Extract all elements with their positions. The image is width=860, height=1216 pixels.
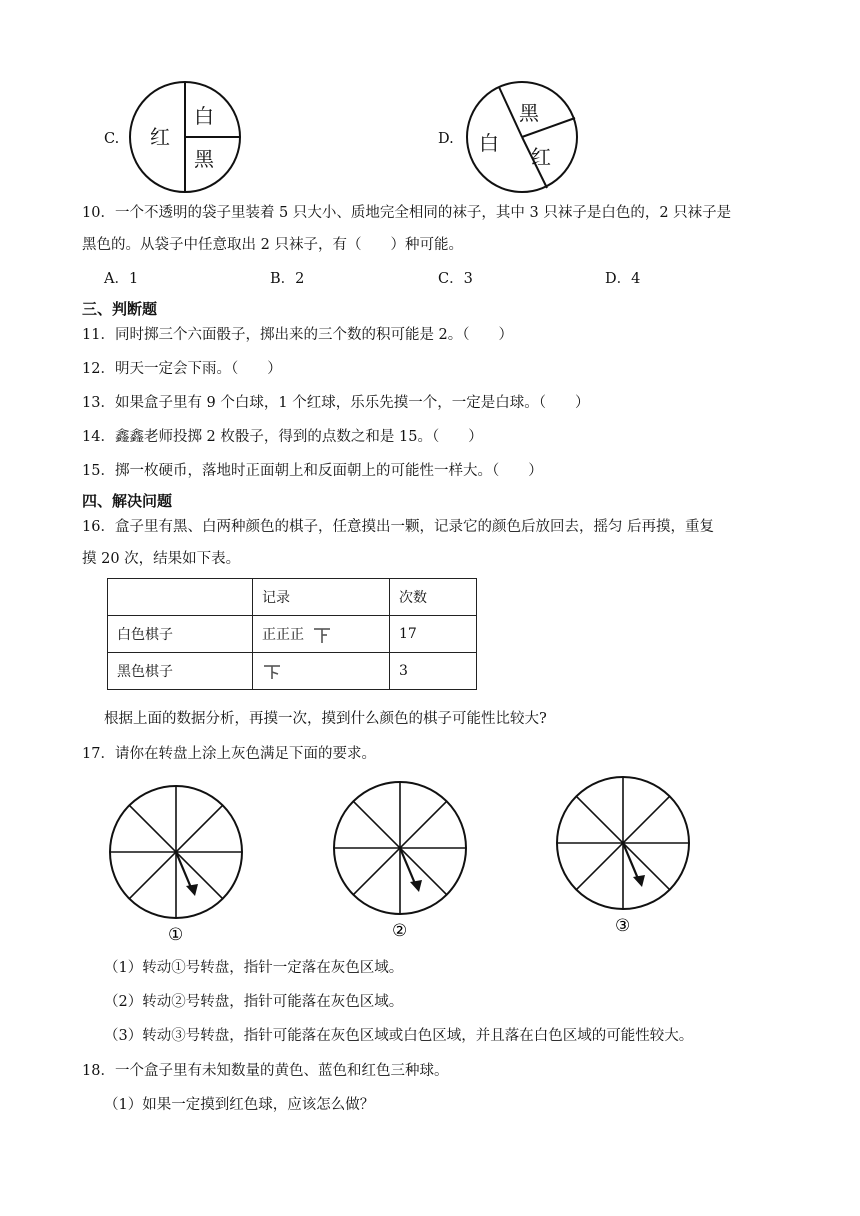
pointer-arrowhead xyxy=(410,880,422,892)
question-15: 15．掷一枚硬币，落地时正面朝上和反面朝上的可能性一样大。（ ） xyxy=(82,463,543,479)
option-d-label: D. xyxy=(438,131,454,147)
pointer-arrowhead xyxy=(186,884,198,896)
question-18-line1: 18．一个盒子里有未知数量的黄色、蓝色和红色三种球。 xyxy=(82,1063,449,1079)
spinner-label: ③ xyxy=(615,916,631,935)
table-cell: 17 xyxy=(390,616,477,653)
tally-partial-mark xyxy=(262,662,282,680)
table-cell xyxy=(253,616,390,653)
table-cell xyxy=(253,653,390,690)
option-d: D．4 xyxy=(605,271,641,287)
sector-red: 红 xyxy=(150,125,170,149)
question-17-sub1: （1）转动①号转盘，指针一定落在灰色区域。 xyxy=(104,960,404,976)
question-13: 13．如果盒子里有 9 个白球，1 个红球，乐乐先摸一个，一定是白球。（ ） xyxy=(82,395,590,411)
option-b: B．2 xyxy=(270,271,305,287)
tally-table xyxy=(107,578,477,690)
question-16-line2: 摸 20 次，结果如下表。 xyxy=(82,551,241,567)
sector-black: 黑 xyxy=(519,101,539,125)
option-a: A．1 xyxy=(104,271,139,287)
question-17-sub2: （2）转动②号转盘，指针可能落在灰色区域。 xyxy=(104,994,404,1010)
table-header-row xyxy=(108,579,477,616)
sector-black: 黑 xyxy=(194,147,214,171)
question-16-line1: 16．盒子里有黑、白两种颜色的棋子，任意摸出一颗，记录它的颜色后放回去，摇匀 后再摸，重复 xyxy=(82,519,715,535)
pointer-arrowhead xyxy=(633,875,645,887)
question-18-sub1: （1）如果一定摸到红色球，应该怎么做？ xyxy=(104,1097,375,1113)
question-12: 12．明天一定会下雨。（ ） xyxy=(82,361,282,377)
spinner-1[interactable] xyxy=(106,784,246,944)
table-header: 记录 xyxy=(253,579,390,616)
table-header: 次数 xyxy=(390,579,477,616)
spinner-label: ② xyxy=(392,921,408,940)
question-14: 14．鑫鑫老师投掷 2 枚骰子，得到的点数之和是 15。（ ） xyxy=(82,429,483,445)
sector-red: 红 xyxy=(531,145,551,169)
question-11: 11．同时掷三个六面骰子，掷出来的三个数的积可能是 2。（ ） xyxy=(82,327,514,343)
spinner-2[interactable] xyxy=(330,780,470,940)
question-10-line1: 10．一个不透明的袋子里装着 5 只大小、质地完全相同的袜子，其中 3 只袜子是白色的，2 只袜子是 xyxy=(82,205,732,221)
option-c-label: C. xyxy=(104,131,120,147)
pointer-arrow xyxy=(176,852,192,890)
spinner-option-d xyxy=(463,80,583,198)
question-17-sub3: （3）转动③号转盘，指针可能落在灰色区域或白色区域，并且落在白色区域的可能性较大。 xyxy=(104,1028,694,1044)
table-cell: 黑色棋子 xyxy=(108,653,253,690)
table-cell: 白色棋子 xyxy=(108,616,253,653)
table-header xyxy=(108,579,253,616)
spinner-option-c xyxy=(128,80,248,198)
question-17-line1: 17．请你在转盘上涂上灰色满足下面的要求。 xyxy=(82,746,376,762)
question-16-ask: 根据上面的数据分析，再摸一次，摸到什么颜色的棋子可能性比较大? xyxy=(104,711,547,727)
sector-white: 白 xyxy=(194,104,214,128)
sector-white: 白 xyxy=(479,131,499,155)
section-heading-solve: 四、解决问题 xyxy=(82,492,173,510)
question-10-line2: 黑色的。从袋子中任意取出 2 只袜子，有（ ）种可能。 xyxy=(82,237,463,253)
pointer-arrow xyxy=(400,848,416,886)
table-row xyxy=(108,616,477,653)
pointer-arrow xyxy=(623,843,639,881)
spinner-label: ① xyxy=(168,925,184,944)
spinner-3[interactable] xyxy=(553,775,693,935)
table-row xyxy=(108,653,477,690)
option-c: C．3 xyxy=(438,271,473,287)
table-cell: 3 xyxy=(390,653,477,690)
tally-partial-mark xyxy=(312,626,332,644)
section-heading-judge: 三、判断题 xyxy=(82,300,158,318)
tally-marks: 正正正 xyxy=(262,627,304,643)
